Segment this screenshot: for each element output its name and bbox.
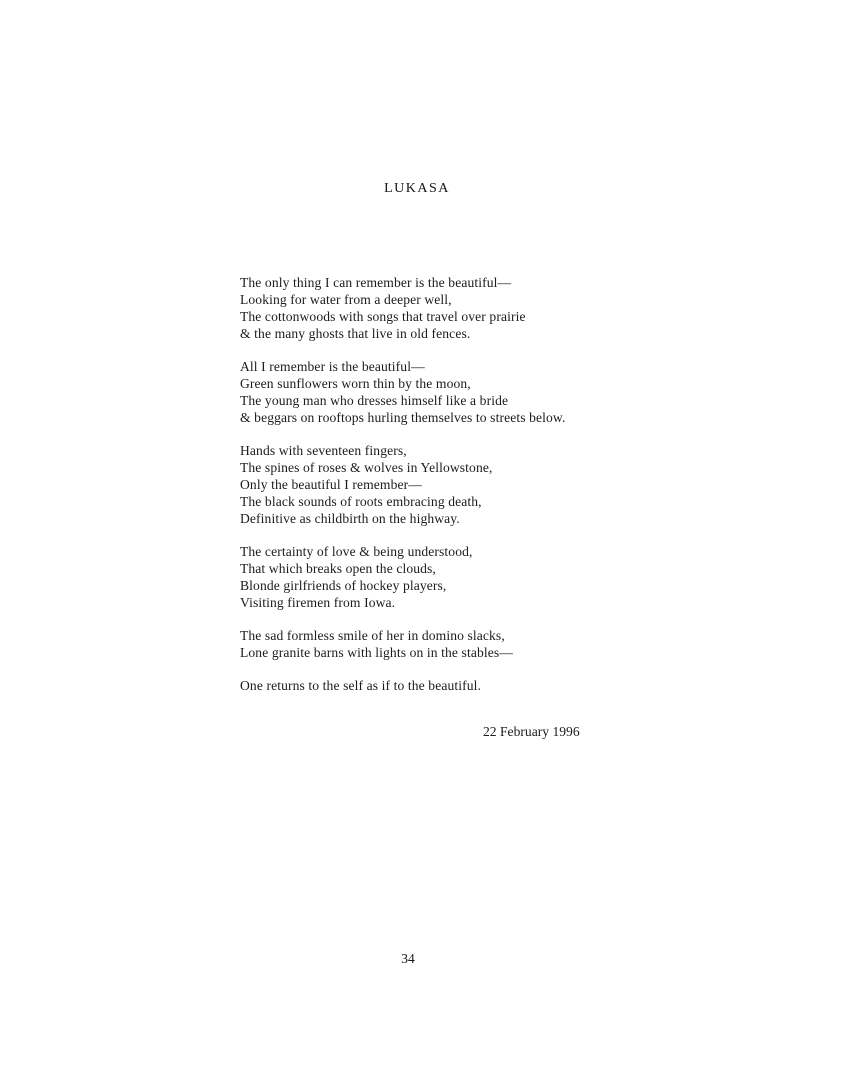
poem-line: One returns to the self as if to the beautiful. bbox=[240, 678, 482, 693]
poem-line: Blonde girlfriends of hockey players, bbox=[240, 578, 447, 593]
poem-line: The young man who dresses himself like a bride bbox=[240, 393, 509, 408]
poem-line: Hands with seventeen fingers, bbox=[240, 443, 407, 458]
stanza bbox=[240, 543, 565, 611]
poem-line: Green sunflowers worn thin by the moon, bbox=[240, 376, 471, 391]
stanza bbox=[240, 442, 565, 527]
poem-line: All I remember is the beautiful— bbox=[240, 359, 425, 374]
poem-title: LUKASA bbox=[384, 181, 450, 196]
poem-line: Definitive as childbirth on the highway. bbox=[240, 511, 460, 526]
stanza bbox=[240, 358, 565, 426]
poem-line: That which breaks open the clouds, bbox=[240, 561, 436, 576]
poem-line: The certainty of love & being understood, bbox=[240, 544, 473, 559]
date-line: 22 February 1996 bbox=[483, 724, 580, 739]
poem-line: & the many ghosts that live in old fences. bbox=[240, 326, 471, 341]
poem-line: The spines of roses & wolves in Yellowstone, bbox=[240, 460, 493, 475]
stanza bbox=[240, 677, 565, 694]
page-number: 34 bbox=[401, 951, 415, 966]
poem-line: The only thing I can remember is the beautiful— bbox=[240, 275, 512, 290]
poem-line: Only the beautiful I remember— bbox=[240, 477, 422, 492]
stanza bbox=[240, 627, 565, 661]
poem-line: The cottonwoods with songs that travel over prairie bbox=[240, 309, 526, 324]
poem-line: Visiting firemen from Iowa. bbox=[240, 595, 396, 610]
poem-line: Lone granite barns with lights on in the stables— bbox=[240, 645, 513, 660]
poem-line: The sad formless smile of her in domino slacks, bbox=[240, 628, 505, 643]
poem-body bbox=[240, 274, 565, 710]
poem-line: & beggars on rooftops hurling themselves to streets below. bbox=[240, 410, 566, 425]
stanza bbox=[240, 274, 565, 342]
poem-line: Looking for water from a deeper well, bbox=[240, 292, 452, 307]
poem-line: The black sounds of roots embracing death, bbox=[240, 494, 482, 509]
